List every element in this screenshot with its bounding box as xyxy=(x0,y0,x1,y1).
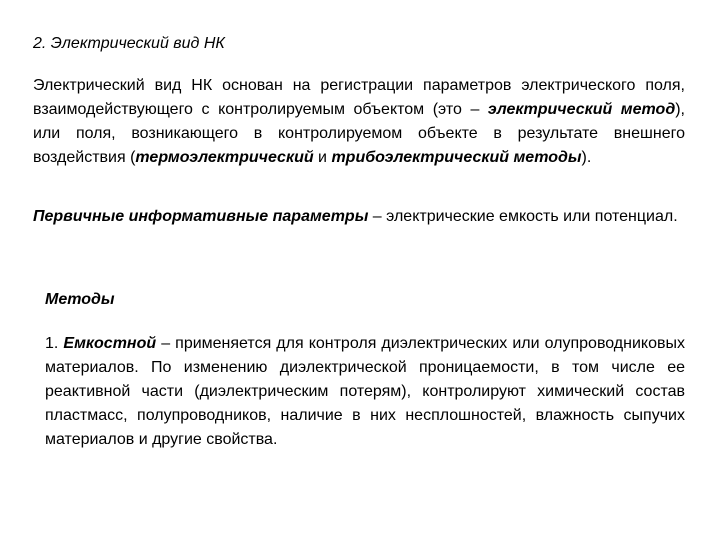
method-number: 1. xyxy=(45,335,64,352)
parameters-text: – электрические емкость или потенциал. xyxy=(368,208,678,225)
method-description: – применяется для контроля диэлектрических или олупроводниковых материалов. По изменению диэлектрической проницаемости, в том числе ее реактивной части (диэлектрическим потерям), контролируют химический состав пластмасс, полупроводников, наличие в них несплошностей, влажность сыпучих материалов и другие свойства. xyxy=(45,335,685,448)
method-item-capacitive xyxy=(45,332,685,452)
methods-section xyxy=(45,290,685,468)
term-electric-method: электрический метод xyxy=(487,101,676,118)
term-thermoelectric: термоэлектрический xyxy=(135,149,314,166)
intro-text-2: ), или поля, возникающего в контролируемом объекте в результате внешнего воздействия ( xyxy=(33,101,685,166)
intro-paragraph xyxy=(33,74,685,170)
term-triboelectric-methods: трибоэлектрический методы xyxy=(331,149,582,166)
term-capacitive: Емкостной xyxy=(63,335,157,352)
methods-title: Методы xyxy=(45,291,115,308)
intro-text-1: Электрический вид НК основан на регистрации параметров электрического поля, взаимодействующего с контролируемым объектом (это – xyxy=(33,77,685,118)
term-primary-parameters: Первичные информативные параметры xyxy=(33,208,369,225)
intro-text-4: ). xyxy=(581,149,592,166)
section-heading: 2. Электрический вид НК xyxy=(33,35,225,52)
parameters-paragraph xyxy=(33,205,685,229)
intro-text-3: и xyxy=(313,149,332,166)
